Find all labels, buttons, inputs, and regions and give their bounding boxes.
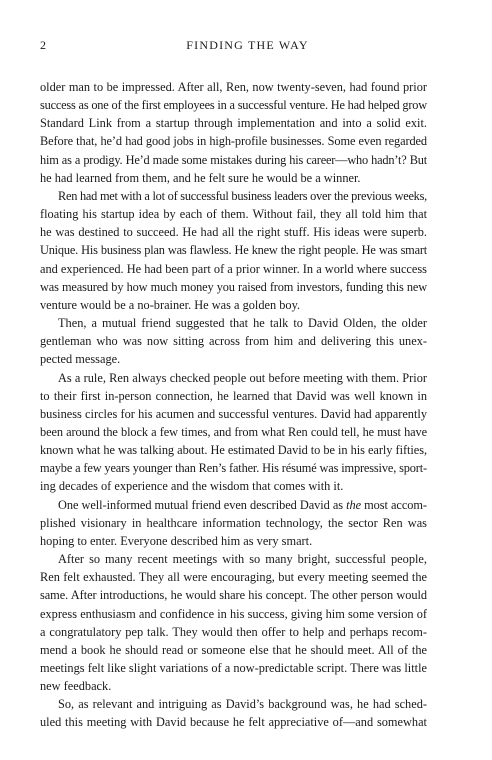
text-segment: most accom-: [361, 497, 427, 512]
text-line: older man to be impressed. After all, Ren, now twenty-seven, had found prior: [40, 80, 427, 94]
paragraph: [40, 496, 427, 550]
text-line: After so many recent meetings with so many bright, successful people,: [58, 552, 427, 567]
text-line: As a rule, Ren always checked people out before meeting with them. Prior: [58, 370, 427, 385]
text-line: been around the block a few times, and from what Ren could tell, he must have: [40, 424, 427, 439]
paragraph: [40, 695, 427, 731]
text-line: Then, a mutual friend suggested that he talk to David Olden, the older: [58, 316, 427, 331]
text-line: and experienced. He had been part of a prior winner. In a world where success: [40, 261, 427, 276]
page-number: 2: [40, 38, 47, 52]
body-text: [40, 78, 427, 732]
paragraph: [40, 187, 427, 314]
text-line: uled this meeting with David because he felt appreciative of—and somewhat: [40, 715, 427, 730]
text-line: same. After introductions, he would share his concept. The other person would: [40, 588, 427, 603]
text-line: ing decades of experience and the wisdom that comes with it.: [40, 479, 344, 494]
italic-word: the: [346, 497, 362, 512]
text-line: success as one of the first employees in a successful venture. He had helped grow: [40, 98, 427, 113]
text-line: new feedback.: [40, 679, 112, 694]
running-title: FINDING THE WAY: [186, 38, 309, 52]
text-line: business circles for his acumen and successful ventures. David had apparently: [40, 406, 427, 421]
paragraph: [40, 550, 427, 695]
text-line: Before that, he’d had good jobs in high-profile businesses. Some even regarded: [40, 134, 427, 149]
paragraph: [40, 78, 427, 187]
text-line: a congratulatory pep talk. They would then offer to help and perhaps recom-: [40, 624, 427, 639]
text-segment: One well-informed mutual friend even described David as: [58, 497, 347, 512]
text-line: plished visionary in healthcare information technology, the sector Ren was: [40, 515, 427, 530]
paragraph: [40, 369, 427, 496]
text-line: meetings felt like slight variations of a now-predictable script. There was little: [40, 661, 427, 675]
paragraph: [40, 314, 427, 368]
text-line: [40, 496, 427, 514]
text-line: to their first in-person connection, he learned that David was well known in: [40, 388, 427, 403]
text-line: known what he was talking about. He estimated David to be in his early fifties,: [40, 443, 427, 458]
text-line: mend a book he should read or someone else that he should meet. All of the: [40, 642, 427, 657]
text-line: floating his startup idea by each of them. Without fail, they all told him that: [40, 207, 427, 222]
text-line: Ren felt exhausted. They all were encouraging, but every meeting seemed the: [40, 570, 427, 585]
text-line: express enthusiasm and confidence in his success, giving him some version of: [40, 606, 427, 621]
text-line: So, as relevant and intriguing as David’s background was, he had sched-: [58, 697, 427, 712]
text-line: he was destined to succeed. He had all the right stuff. His ideas were superb.: [40, 225, 427, 240]
text-line: venture would be a no-brainer. He was a golden boy.: [40, 297, 301, 312]
text-line: he had learned from them, and he felt sure he would be a winner.: [40, 170, 361, 185]
text-line: pected message.: [40, 352, 121, 367]
text-line: Unique. His business plan was flawless. He knew the right people. He was smart: [40, 243, 427, 258]
text-line: was measured by how much money you raised from investors, funding this new: [40, 279, 427, 294]
text-line: Standard Link from a startup through implementation and into a solid exit.: [40, 116, 427, 131]
text-line: gentleman who was now sitting across from him and delivering this unex-: [40, 334, 427, 349]
text-line: hoping to enter. Everyone described him as very smart.: [40, 533, 313, 548]
page-header: [40, 38, 455, 56]
text-line: Ren had met with a lot of successful business leaders over the previous weeks,: [58, 188, 427, 203]
text-line: maybe a few years younger than Ren’s father. His résumé was impressive, sport-: [40, 461, 427, 476]
text-line: him as a prodigy. He’d made some mistakes during his career—who hadn’t? But: [40, 152, 427, 167]
